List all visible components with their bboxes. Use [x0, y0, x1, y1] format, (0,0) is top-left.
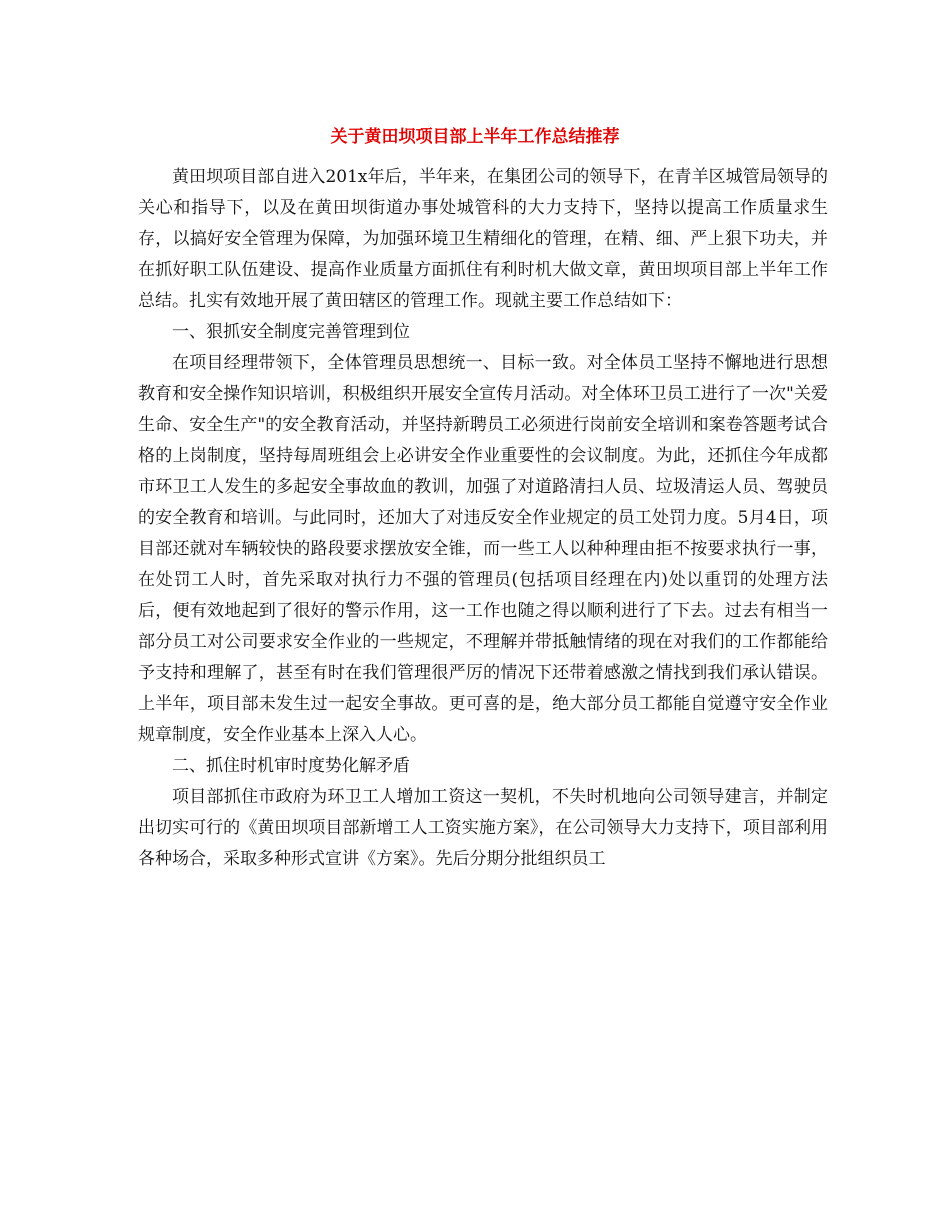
- paragraph-safety: 在项目经理带领下，全体管理员思想统一、目标一致。对全体员工坚持不懈地进行思想教育和安全操作知识培训，积极组织开展安全宣传月活动。对全体环卫员工进行了一次"关爱生命、安全生产"的安全教育活动，并坚持新聘员工必须进行岗前安全培训和案卷答题考试合格的上岗制度，坚持每周班组会上必讲安全作业重要性的会议制度。为此，还抓住今年成都市环卫工人发生的多起安全事故血的教训，加强了对道路清扫人员、垃圾清运人员、驾驶员的安全教育和培训。与此同时，还加大了对违反安全作业规定的员工处罚力度。5月4日，项目部还就对车辆较快的路段要求摆放安全锥，而一些工人以种种理由拒不按要求执行一事，在处罚工人时，首先采取对执行力不强的管理员(包括项目经理在内)处以重罚的处理方法后，便有效地起到了很好的警示作用，这一工作也随之得以顺利进行了下去。过去有相当一部分员工对公司要求安全作业的一些规定，不理解并带抵触情绪的现在对我们的工作都能给予支持和理解了，甚至有时在我们管理很严厉的情况下还带着感激之情找到我们承认错误。上半年，项目部未发生过一起安全事故。更可喜的是，绝大部分员工都能自觉遵守安全作业规章制度，安全作业基本上深入人心。: [138, 353, 828, 745]
- paragraph-intro: 黄田坝项目部自进入201x年后，半年来，在集团公司的领导下，在青羊区城管局领导的关心和指导下，以及在黄田坝街道办事处城管科的大力支持下，坚持以提高工作质量求生存，以搞好安全管理为保障，为加强环境卫生精细化的管理，在精、细、严上狠下功夫，并在抓好职工队伍建设、提高作业质量方面抓住有利时机大做文章，黄田坝项目部上半年工作总结。扎实有效地开展了黄田辖区的管理工作。现就主要工作总结如下：: [138, 167, 828, 311]
- section-heading-opportunity: 二、抓住时机审时度势化解矛盾: [172, 756, 410, 776]
- section-heading-safety: 一、狠抓安全制度完善管理到位: [172, 322, 410, 342]
- document-body: [138, 162, 828, 875]
- document-title: 关于黄田坝项目部上半年工作总结推荐: [330, 127, 620, 147]
- paragraph-opportunity: 项目部抓住市政府为环卫工人增加工资这一契机，不失时机地向公司领导建言，并制定出切实可行的《黄田坝项目部新增工人工资实施方案》，在公司领导大力支持下，项目部利用各种场合，采取多种形式宣讲《方案》。先后分期分批组织员工: [138, 787, 828, 869]
